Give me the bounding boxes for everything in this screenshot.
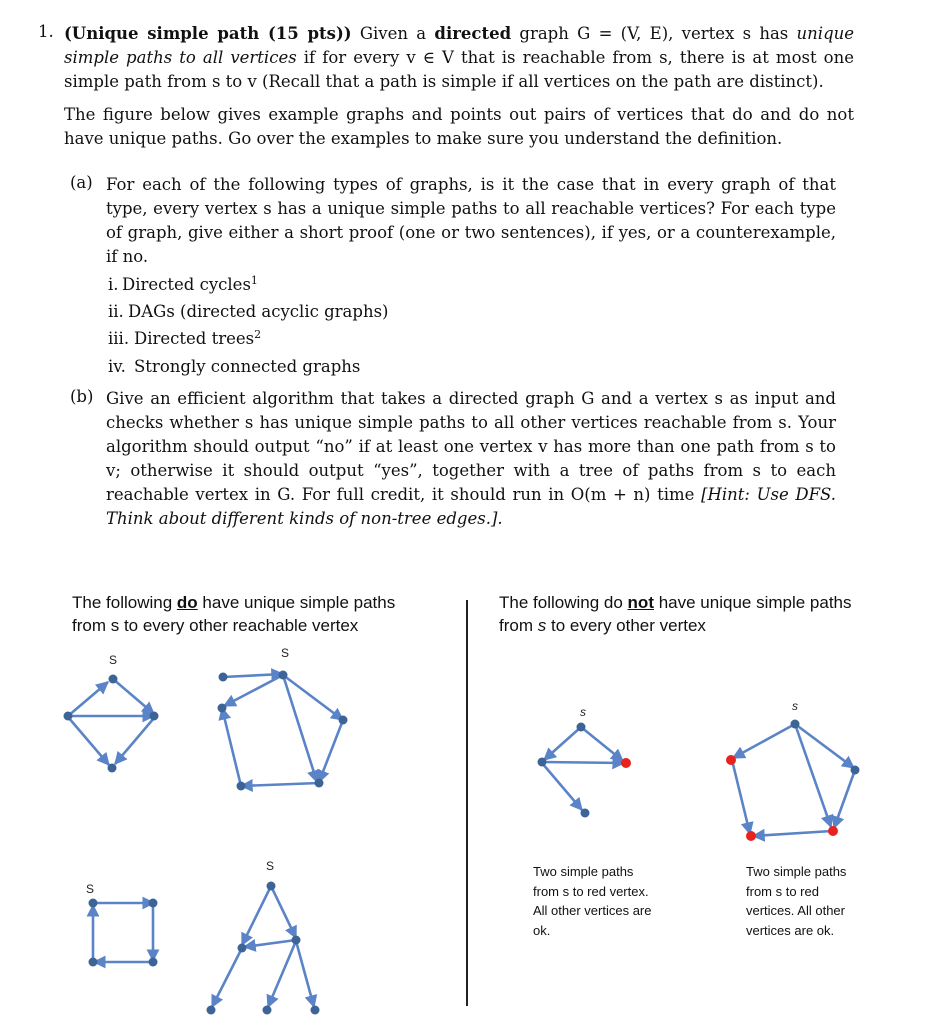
note-line: Two simple paths bbox=[746, 864, 847, 879]
edge bbox=[542, 762, 624, 763]
item-num: iv. bbox=[108, 357, 126, 376]
source-label: S bbox=[266, 859, 275, 873]
edge bbox=[224, 675, 283, 706]
edge bbox=[242, 886, 271, 945]
intro-emphasis: unique simple paths to all vertices bbox=[64, 24, 855, 67]
vertex bbox=[267, 882, 276, 891]
left-caption-c: from s to every other reachable vertex bbox=[72, 616, 359, 635]
edge bbox=[244, 940, 296, 947]
intro-part-c: if for every v ∈ V that is reachable from s, there is at most one simple path from s to v (Recall that a path is simple if all vertices on the path are distinct). bbox=[64, 48, 854, 91]
part-b-label: (b) bbox=[70, 387, 94, 406]
vertex bbox=[108, 764, 117, 773]
edge bbox=[68, 717, 109, 765]
edge bbox=[834, 770, 855, 828]
graph-counterexample-pentagon bbox=[726, 699, 860, 841]
edge bbox=[223, 674, 283, 677]
note-line: Two simple paths bbox=[533, 864, 634, 879]
left-caption-b: have unique simple paths bbox=[202, 593, 396, 612]
edge bbox=[753, 831, 832, 836]
vertex bbox=[538, 758, 547, 767]
item-num: ii. bbox=[108, 302, 124, 321]
graph-counterexample-triangle bbox=[538, 705, 632, 818]
source-label: s bbox=[792, 699, 798, 713]
vertex bbox=[279, 671, 288, 680]
graph-square bbox=[86, 882, 158, 967]
vertex bbox=[109, 675, 118, 684]
vertex bbox=[149, 958, 158, 967]
vertex-red bbox=[621, 758, 631, 768]
vertex bbox=[219, 673, 228, 682]
note-line: from s to red bbox=[746, 883, 819, 899]
vertex-red bbox=[828, 826, 838, 836]
vertex bbox=[851, 766, 860, 775]
vertex bbox=[311, 1006, 320, 1015]
edge bbox=[795, 724, 831, 827]
graph-tree bbox=[207, 859, 320, 1015]
note-line: vertices. All other bbox=[746, 903, 845, 918]
edge bbox=[283, 675, 317, 782]
intro-bold-directed: directed bbox=[434, 24, 512, 43]
vertex bbox=[292, 936, 301, 945]
right-caption-a: The following do bbox=[499, 593, 623, 612]
note-line: vertices are ok. bbox=[746, 922, 835, 938]
edge bbox=[268, 941, 296, 1007]
part-b-body: Give an efficient algorithm that takes a directed graph G and a vertex s as input and checks whether s has unique simple paths to all other vertices reachable from s. Your algorithm should output “no” if at least one vertex v has more than one path from s to v; otherwise it should output “yes”, together with a tree of paths from s to each reachable vertex in G. For full credit, it should run in O(m + n) time bbox=[106, 389, 836, 504]
vertex bbox=[791, 720, 800, 729]
intro-part-a: Given a bbox=[359, 24, 427, 43]
vertex-red bbox=[746, 831, 756, 841]
vertex bbox=[315, 779, 324, 788]
source-label: s bbox=[580, 705, 586, 719]
left-caption-a: The following bbox=[72, 593, 173, 612]
edge bbox=[113, 679, 154, 714]
footnote-mark: 2 bbox=[254, 328, 262, 341]
item-text: Strongly connected graphs bbox=[134, 357, 361, 376]
vertex-red bbox=[726, 755, 736, 765]
item-text: DAGs (directed acyclic graphs) bbox=[128, 302, 389, 321]
edge bbox=[732, 760, 750, 834]
edge bbox=[68, 682, 108, 716]
edge bbox=[212, 948, 242, 1007]
right-caption-b: have unique simple paths bbox=[658, 593, 852, 612]
vertex bbox=[150, 712, 159, 721]
vertex bbox=[581, 809, 590, 818]
source-label: S bbox=[281, 646, 290, 660]
vertex bbox=[89, 899, 98, 908]
source-label: S bbox=[109, 653, 118, 667]
part-a-text: For each of the following types of graphs, is it the case that in every graph of that type, every vertex s has a unique simple paths to all reachable vertices? For each type of graph, give either a short proof (one or two sentences), if yes, or a counterexample, if no. bbox=[106, 175, 836, 266]
graph-diamond bbox=[64, 653, 159, 773]
question-title: (Unique simple path (15 pts)) bbox=[64, 24, 352, 43]
item-num: iii. bbox=[108, 329, 130, 348]
footnote-mark: 1 bbox=[250, 274, 258, 287]
item-text: Directed trees bbox=[134, 329, 255, 348]
edge bbox=[319, 720, 343, 782]
question-number: 1. bbox=[38, 22, 54, 41]
vertex bbox=[89, 958, 98, 967]
graph-pentagon bbox=[218, 646, 348, 791]
edge bbox=[733, 724, 795, 758]
vertex bbox=[207, 1006, 216, 1015]
note-line: ok. bbox=[533, 922, 551, 938]
note-line: from s to red vertex. bbox=[533, 883, 649, 899]
item-text: Directed cycles bbox=[122, 275, 251, 294]
vertex bbox=[339, 716, 348, 725]
edge bbox=[542, 763, 582, 810]
part-a-label: (a) bbox=[70, 173, 93, 192]
vertex bbox=[64, 712, 73, 721]
vertex bbox=[218, 704, 227, 713]
edge bbox=[222, 708, 241, 786]
right-caption-not: not bbox=[627, 593, 654, 612]
note-line: All other vertices are bbox=[533, 903, 652, 918]
edge bbox=[115, 718, 154, 764]
vertex bbox=[149, 899, 158, 908]
vertex bbox=[263, 1006, 272, 1015]
edge bbox=[544, 727, 581, 760]
part-b-hint: [Hint: Use DFS. Think about different kinds of non-tree edges.]. bbox=[106, 485, 836, 528]
vertex bbox=[577, 723, 586, 732]
source-label: S bbox=[86, 882, 95, 896]
edge bbox=[241, 783, 319, 786]
item-num: i. bbox=[108, 275, 119, 294]
edge bbox=[283, 675, 343, 720]
figure-intro-paragraph: The figure below gives example graphs and points out pairs of vertices that do and do not have unique paths. Go over the examples to make sure you understand the definition. bbox=[64, 105, 854, 148]
intro-part-b: graph G = (V, E), vertex s has bbox=[519, 24, 789, 43]
right-caption-c: from bbox=[499, 616, 533, 635]
edge bbox=[296, 941, 314, 1007]
vertex bbox=[237, 782, 246, 791]
right-caption-d: to every other vertex bbox=[550, 616, 706, 635]
right-caption-s: s bbox=[537, 616, 547, 635]
edge bbox=[271, 886, 296, 938]
left-caption-do: do bbox=[176, 593, 198, 612]
edge bbox=[581, 727, 623, 761]
vertex bbox=[238, 944, 247, 953]
